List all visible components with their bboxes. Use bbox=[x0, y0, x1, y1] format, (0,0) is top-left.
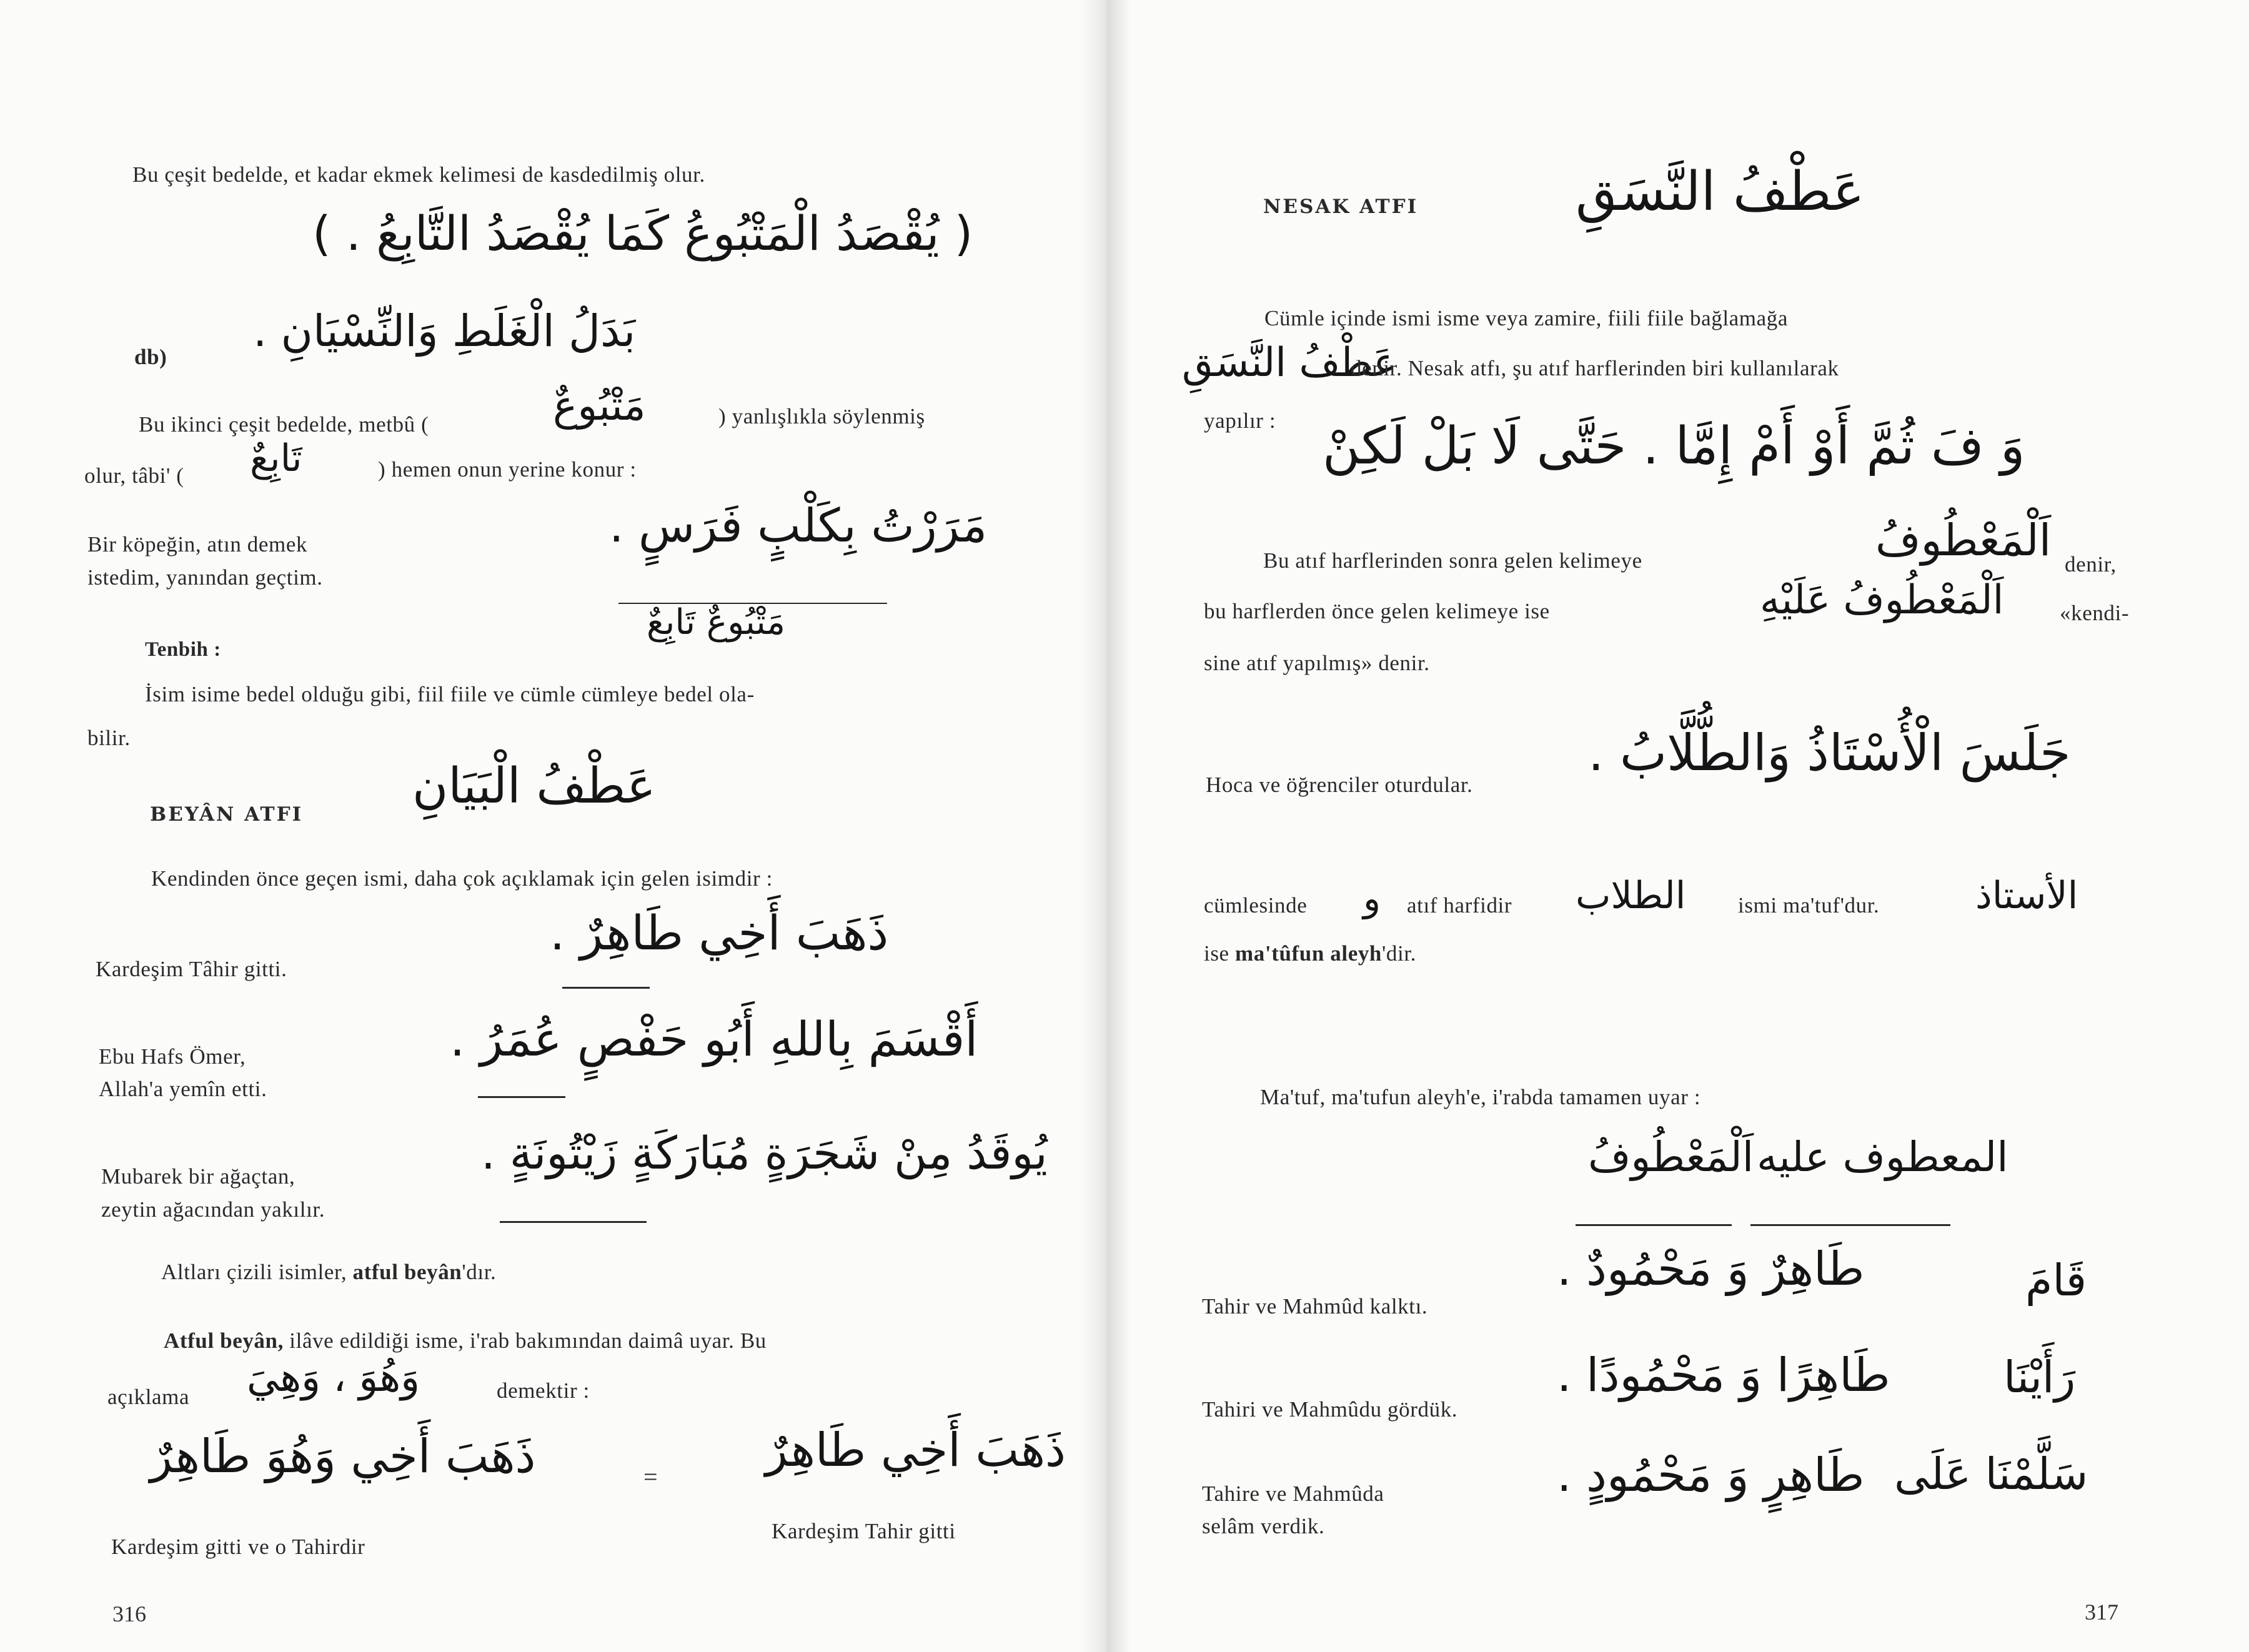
example2-tr-2: Allah'a yemîn etti. bbox=[99, 1077, 267, 1101]
kopek-tr-1: Bir köpeğin, atın demek bbox=[87, 532, 308, 556]
example2-underline bbox=[478, 1096, 565, 1098]
example3-ar: يُوقَدُ مِنْ شَجَرَةٍ مُبَارَكَةٍ زَيْتُونَةٍ . bbox=[481, 1127, 1048, 1179]
cumle-tullab: الطلاب bbox=[1576, 874, 1686, 918]
cumle-waw: و bbox=[1363, 877, 1381, 919]
cumle-c: ismi ma'tuf'dur. bbox=[1738, 893, 1880, 918]
row1-verb: قَامَ bbox=[2025, 1255, 2087, 1306]
db-arabic: بَدَلُ الْغَلَطِ وَالنِّسْيَانِ . bbox=[253, 305, 636, 357]
nesak-def-arabic: عَطْفُ النَّسَقِ bbox=[1182, 340, 1398, 386]
equation-tr-left: Kardeşim gitti ve o Tahirdir bbox=[111, 1535, 365, 1559]
beyan-definition: Kendinden önce geçen ismi, daha çok açıklamak için gelen isimdir : bbox=[151, 866, 773, 891]
tenbih-line1: İsim isime bedel olduğu gibi, fiil fiile ve cümle cümleye bedel ola- bbox=[145, 682, 755, 706]
row3-ar: طَاهِرٍ وَ مَحْمُودٍ . bbox=[1557, 1448, 1865, 1502]
beyan-arabic: عَطْفُ الْبَيَانِ bbox=[412, 758, 656, 814]
example1-underline bbox=[562, 987, 650, 989]
nesak-def-1: Cümle içinde ismi isme veya zamire, fiili fiile bağlamağa bbox=[1264, 306, 1788, 330]
column-head-matuf-underline bbox=[1576, 1224, 1732, 1226]
kopek-arabic: مَرَرْتُ بِكَلْبٍ فَرَسٍ . bbox=[609, 499, 988, 553]
ikinci-line1-a: Bu ikinci çeşit bedelde, metbû ( bbox=[139, 412, 429, 437]
equation-arabic-right: ذَهَبَ أَخِي طَاهِرٌ bbox=[765, 1423, 1066, 1477]
page-number-right: 317 bbox=[2085, 1600, 2118, 1625]
cumle-ustaz: الأستاذ bbox=[1975, 874, 2078, 918]
bu-harf-a: bu harflerden önce gelen kelimeye ise bbox=[1204, 599, 1550, 623]
example3-tr-1: Mubarek bir ağaçtan, bbox=[101, 1164, 295, 1189]
matuf-aleyh-arabic: اَلْمَعْطُوفُ عَلَيْهِ bbox=[1760, 577, 2004, 623]
example1-tr: Kardeşim Tâhir gitti. bbox=[96, 957, 287, 981]
kopek-tr-2: istedim, yanından geçtim. bbox=[87, 565, 323, 590]
beyan-heading: BEYÂN ATFI bbox=[150, 803, 304, 826]
aciklama-arabic: وَهُوَ ، وَهِيَ bbox=[247, 1355, 420, 1401]
ikinci-line1-b: ) yanlışlıkla söylenmiş bbox=[718, 404, 925, 428]
page-number-left: 316 bbox=[112, 1601, 146, 1626]
example1-ar: ذَهَبَ أَخِي طَاهِرٌ . bbox=[550, 905, 889, 961]
hoca-tr: Hoca ve öğrenciler oturdular. bbox=[1206, 773, 1473, 797]
row3-tr-2: selâm verdik. bbox=[1202, 1514, 1325, 1538]
atful-line bbox=[164, 1327, 767, 1355]
aciklama-b: demektir : bbox=[497, 1378, 590, 1403]
column-head-matuf-aleyh: المعطوف عليه bbox=[1757, 1133, 2008, 1181]
nesak-arabic: عَطْفُ النَّسَقِ bbox=[1576, 161, 1865, 223]
tenbih-heading: Tenbih : bbox=[145, 638, 221, 661]
row3-verb: سَلَّمْنَا عَلَى bbox=[1894, 1448, 2088, 1500]
metbu-arabic: مَتْبُوعٌ bbox=[553, 382, 646, 430]
example3-underline bbox=[500, 1221, 647, 1223]
row3-tr-1: Tahire ve Mahmûda bbox=[1202, 1481, 1384, 1506]
nesak-def-2: denir. Nesak atfı, şu atıf harflerinden biri kullanılarak bbox=[1351, 356, 1839, 380]
example2-tr-1: Ebu Hafs Ömer, bbox=[99, 1044, 246, 1069]
row1-tr: Tahir ve Mahmûd kalktı. bbox=[1202, 1294, 1428, 1318]
bu-atif-a: Bu atıf harflerinden sonra gelen kelimeye bbox=[1263, 548, 1642, 573]
uyar-line: Ma'tuf, ma'tufun aleyh'e, i'rabda tamamen uyar : bbox=[1260, 1085, 1701, 1109]
row2-verb: رَأَيْنَا bbox=[2003, 1352, 2076, 1403]
column-head-matuf: اَلْمَعْطُوفُ bbox=[1588, 1133, 1754, 1181]
bu-harf-b: «kendi- bbox=[2060, 601, 2130, 625]
column-head-matuf-aleyh-underline bbox=[1750, 1224, 1950, 1226]
bu-atif-b: denir, bbox=[2065, 552, 2117, 576]
example3-tr-2: zeytin ağacından yakılır. bbox=[101, 1197, 325, 1222]
example2-ar: أَقْسَمَ بِاللهِ أَبُو حَفْصٍ عُمَرُ . bbox=[450, 1011, 978, 1067]
atif-harfler-arabic: وَ فَ ثُمَّ أَوْ أَمْ إِمَّا . حَتَّى لَا بَلْ لَكِنْ bbox=[1323, 417, 2025, 476]
cumle-b: atıf harfidir bbox=[1407, 893, 1512, 918]
ise-line bbox=[1204, 940, 1416, 967]
altlari-c: 'dır. bbox=[462, 1260, 497, 1284]
equation-sign: = bbox=[643, 1463, 658, 1491]
row1-ar: طَاهِرٌ وَ مَحْمُودٌ . bbox=[1557, 1242, 1865, 1296]
left-page bbox=[0, 0, 1101, 1652]
altlari-a: Altları çizili isimler, bbox=[161, 1260, 353, 1284]
hoca-arabic: جَلَسَ الْأُسْتَاذُ وَالطُّلَّابُ . bbox=[1588, 724, 2071, 782]
arabic-maxim: ( يُقْصَدُ الْمَتْبُوعُ كَمَا يُقْصَدُ التَّابِعُ . ) bbox=[312, 205, 973, 261]
equation-tr-right: Kardeşim Tahir gitti bbox=[772, 1519, 956, 1543]
intro-line: Bu çeşit bedelde, et kadar ekmek kelimesi de kasdedilmiş olur. bbox=[132, 162, 705, 187]
ikinci-line2-a: olur, tâbi' ( bbox=[84, 463, 184, 488]
tenbih-line2: bilir. bbox=[87, 726, 131, 750]
nesak-heading: NESAK ATFI bbox=[1263, 195, 1419, 218]
row2-tr: Tahiri ve Mahmûdu gördük. bbox=[1202, 1397, 1458, 1422]
db-label: db) bbox=[134, 345, 167, 369]
book-gutter bbox=[1081, 0, 1131, 1652]
atful-a: Atful beyân, bbox=[164, 1328, 284, 1353]
matuf-arabic: اَلْمَعْطُوفُ bbox=[1875, 515, 2052, 566]
bu-harf-c: sine atıf yapılmış» denir. bbox=[1204, 651, 1430, 675]
nesak-def-3: yapılır : bbox=[1204, 408, 1276, 433]
row2-ar: طَاهِرًا وَ مَحْمُودًا . bbox=[1557, 1348, 1890, 1402]
kopek-under-labels: مَتْبُوعٌ تَابِعٌ bbox=[647, 602, 785, 643]
ise-a: ise bbox=[1204, 941, 1236, 966]
altlari-line bbox=[161, 1259, 496, 1286]
aciklama-a: açıklama bbox=[107, 1385, 190, 1409]
right-page bbox=[1101, 0, 2249, 1652]
tabi-arabic: تَابِعٌ bbox=[250, 437, 302, 480]
cumle-a: cümlesinde bbox=[1204, 893, 1308, 918]
altlari-b: atful beyân bbox=[352, 1260, 462, 1284]
ise-c: 'dir. bbox=[1382, 941, 1417, 966]
atful-b: ilâve edildiği isme, i'rab bakımından daimâ uyar. Bu bbox=[283, 1328, 767, 1353]
equation-arabic-left: ذَهَبَ أَخِي وَهُوَ طَاهِرٌ bbox=[150, 1430, 536, 1483]
ikinci-line2-b: ) hemen onun yerine konur : bbox=[378, 457, 637, 482]
ise-b: ma'tûfun aleyh bbox=[1235, 941, 1382, 966]
